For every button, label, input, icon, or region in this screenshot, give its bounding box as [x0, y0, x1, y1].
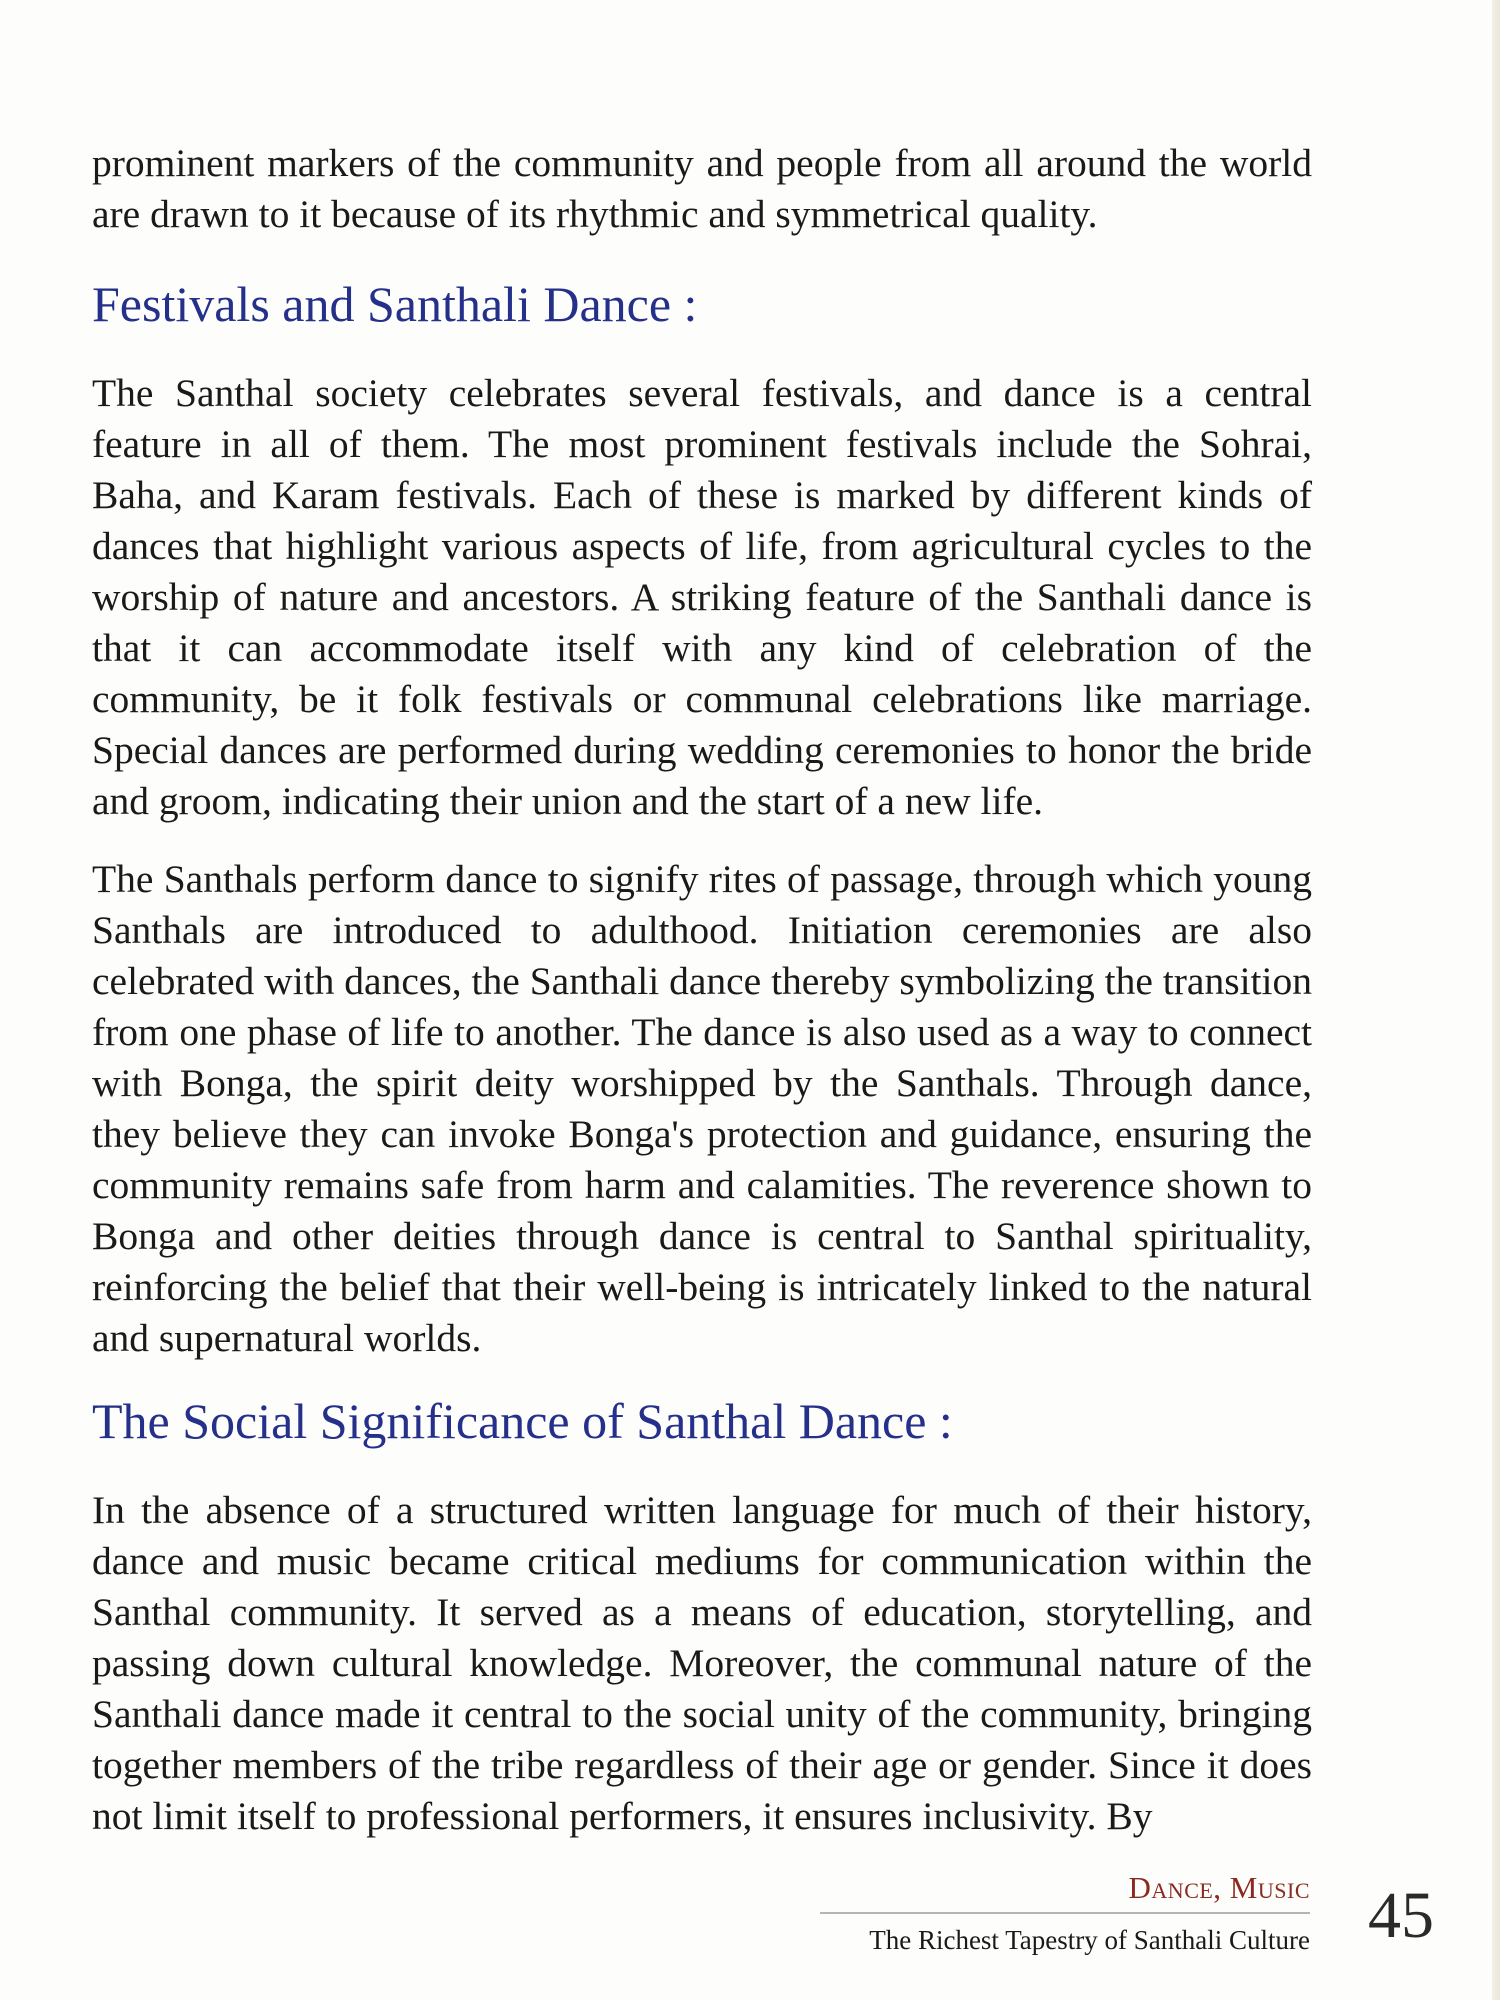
section-heading-festivals: Festivals and Santhali Dance : — [92, 276, 698, 332]
footer-divider — [820, 1912, 1310, 1914]
page-body — [92, 138, 1312, 1869]
page-number: 45 — [1368, 1879, 1434, 1952]
paragraph: The Santhals perform dance to signify rites of passage, through which young Santhals are introduced to adulthood. Initiation ceremonies are also celebrated with dances, the Santhali dance thereby symbolizing the transition from one phase of life to another. The dance is also used as a way to connect with Bonga, the spirit deity worshipped by the Santhals. Through dance, they believe they can invoke Bonga's protection and guidance, ensuring the community remains safe from harm and calamities. The reverence shown to Bonga and other deities through dance is central to Santhal spirituality, reinforcing the belief that their well-being is intricately linked to the natural and supernatural worlds. — [92, 857, 1312, 1360]
paragraph: The Santhal society celebrates several festivals, and dance is a central feature in all of them. The most prominent festivals include the Sohrai, Baha, and Karam festivals. Each of these is marked by different kinds of dances that highlight various aspects of life, from agricultural cycles to the worship of nature and ancestors. A striking feature of the Santhali dance is that it can accommodate itself with any kind of celebration of the community, be it folk festivals or communal celebrations like marriage. Special dances are performed during wedding ceremonies to honor the bride and groom, indicating their union and the start of a new life. — [92, 371, 1312, 823]
page-edge — [1492, 0, 1500, 2000]
paragraph-continued: prominent markers of the community and people from all around the world are drawn to it because of its rhythmic and symmetrical quality. — [92, 141, 1312, 236]
paragraph: In the absence of a structured written language for much of their history, dance and music became critical mediums for communication within the Santhal community. It served as a means of education, storytelling, and passing down cultural knowledge. Moreover, the communal nature of the Santhali dance made it central to the social unity of the community, bringing together members of the tribe regardless of their age or gender. Since it does not limit itself to professional performers, it ensures inclusivity. By — [92, 1488, 1312, 1838]
section-heading-social-significance: The Social Significance of Santhal Dance : — [92, 1393, 953, 1449]
page-footer — [760, 1868, 1310, 1958]
footer-section-title: Dance, Music — [1128, 1870, 1310, 1905]
footer-book-title: The Richest Tapestry of Santhali Culture — [869, 1925, 1310, 1955]
